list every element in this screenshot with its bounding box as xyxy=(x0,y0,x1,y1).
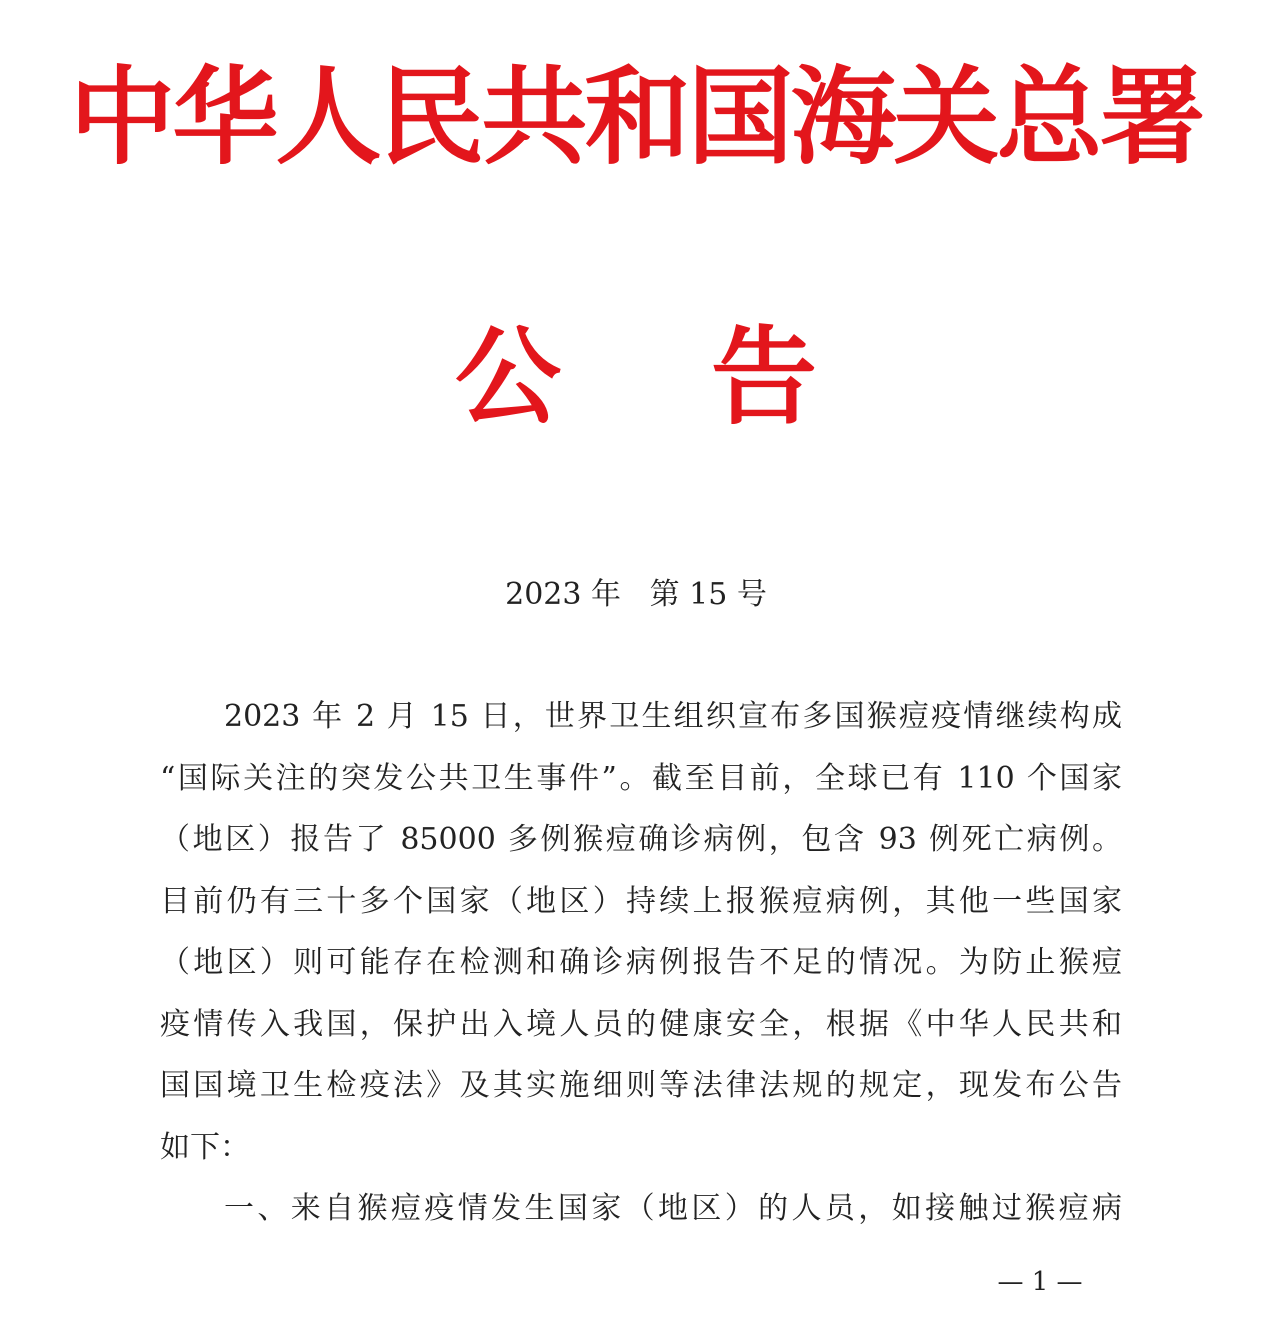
body-line: “国际关注的突发公共卫生事件”。截至目前，全球已有 110 个国家 xyxy=(160,760,1122,796)
body-line: 目前仍有三十多个国家（地区）持续上报猴痘病例，其他一些国家 xyxy=(160,883,1122,919)
announcement-body xyxy=(160,686,1122,1240)
body-line: 2023 年 2 月 15 日，世界卫生组织宣布多国猴痘疫情继续构成 xyxy=(224,699,1122,734)
document-number: 2023 年 第 15 号 xyxy=(505,577,767,612)
page-number: — 1 — xyxy=(997,1267,1083,1297)
issuer-header: 中华人民共和国海关总署 xyxy=(69,54,1203,179)
body-line: 如下： xyxy=(160,1129,250,1165)
document-type-title: 公告 xyxy=(455,314,967,439)
body-line: 国国境卫生检疫法》及其实施细则等法律法规的规定，现发布公告 xyxy=(160,1068,1122,1103)
body-line: （地区）报告了 85000 多例猴痘确诊病例，包含 93 例死亡病例。 xyxy=(160,822,1122,857)
body-line: 一、来自猴痘疫情发生国家（地区）的人员，如接触过猴痘病 xyxy=(224,1191,1122,1226)
body-line: 疫情传入我国，保护出入境人员的健康安全，根据《中华人民共和 xyxy=(160,1006,1122,1042)
body-line: （地区）则可能存在检测和确诊病例报告不足的情况。为防止猴痘 xyxy=(160,945,1122,980)
